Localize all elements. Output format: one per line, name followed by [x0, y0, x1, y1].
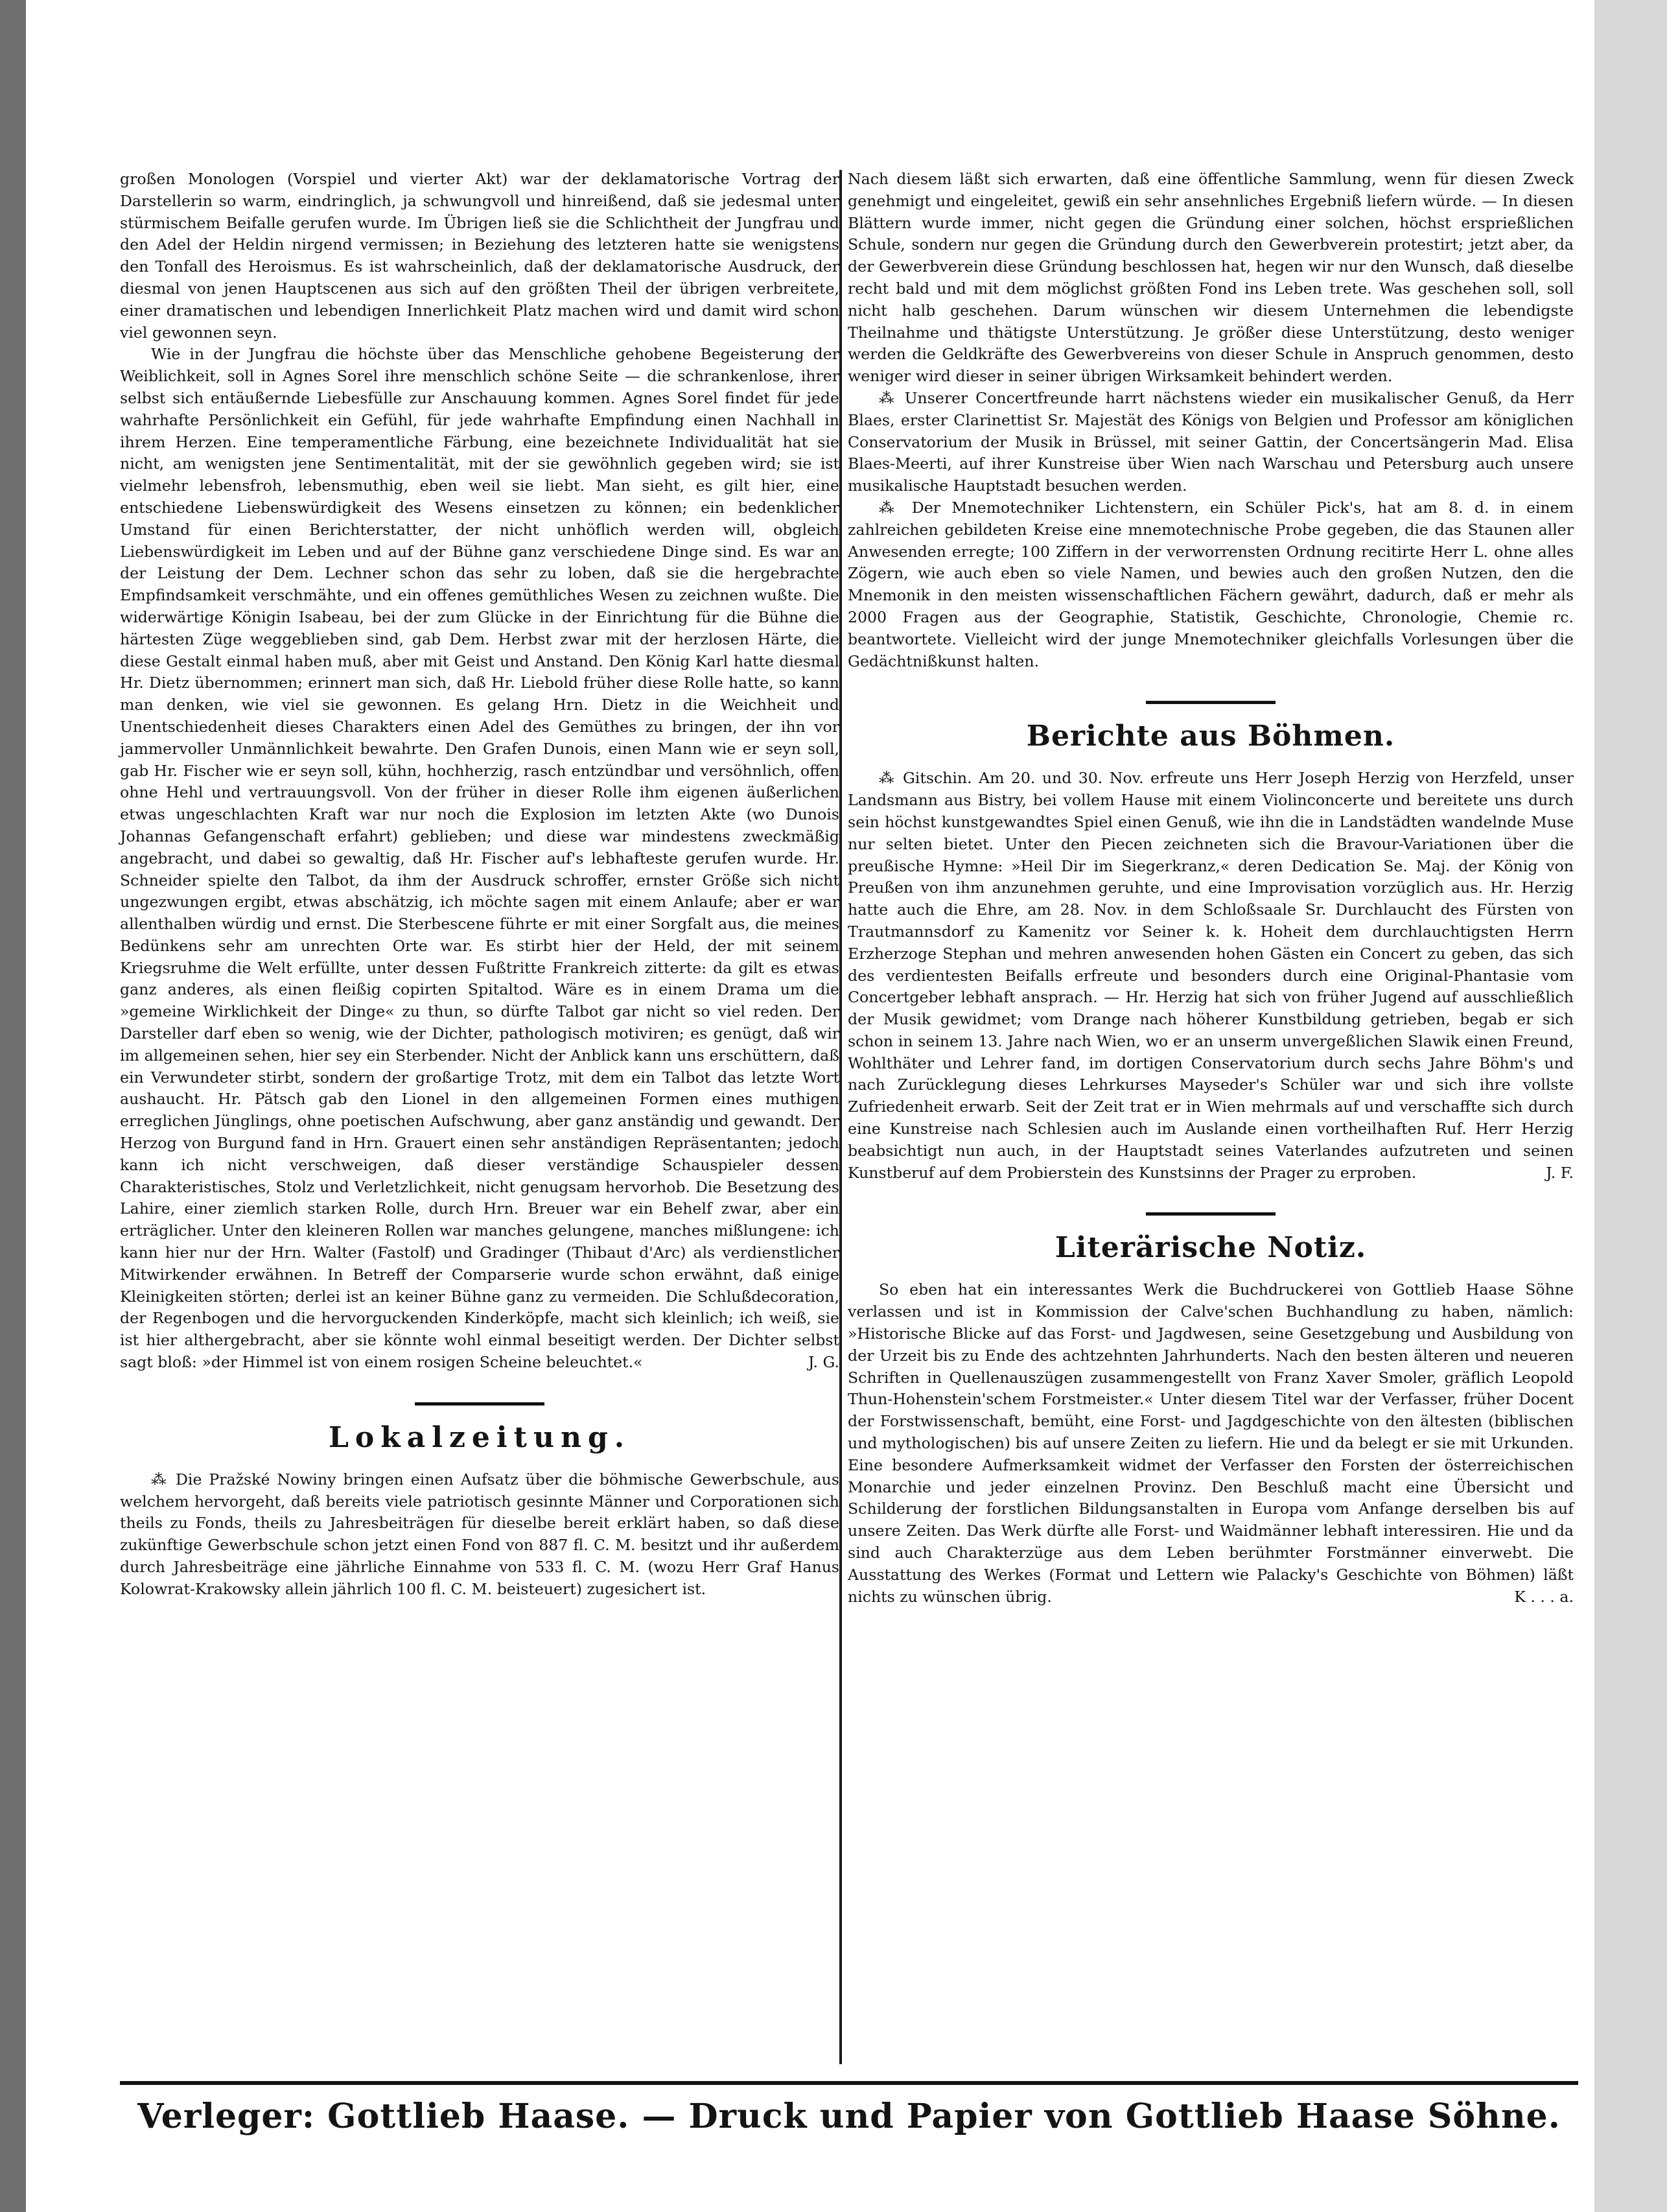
- publisher-imprint: Verleger: Gottlieb Haase. — Druck und Papier von Gottlieb Haase Söhne.: [137, 2097, 1561, 2136]
- mnemotechnik-notice: ⁂ Der Mnemotechniker Lichtenstern, ein Schüler Pick's, hat am 8. d. in einem zahlreichen gebildeten Kreise eine mnemotechnische Probe gegeben, die das Staunen aller Anwesenden erregte; 100 Ziffern in der verworrensten Ordnung recitirte Herr L. ohne alles Zögern, wie auch eben so viele Namen, und bewies auch den großen Nutzen, den die Mnemonik in den meisten wissenschaftlichen Fächern gewährt, dadurch, daß er mehr als 2000 Fragen aus der Geographie, Statistik, Geschichte, Chronologie, Chemie rc. beantwortete. Vielleicht wird der junge Mnemotechniker gleichfalls Vorlesungen über die Gedächtnißkunst halten.: [848, 498, 1574, 670]
- section-title-lokalzeitung: Lokalzeitung.: [328, 1420, 631, 1454]
- literary-notice-text: So eben hat ein interessantes Werk die Buchdruckerei von Gottlieb Haase Söhne verlassen und ist in Kommission der Calve'schen Buchhandlung zu haben, nämlich: »Historische Blicke auf das Forst- und Jagdwesen, seine Gesetzgebung und Ausbildung von der Urzeit bis zu Ende des achtzehnten Jahrhunderts. Nach den besten älteren und neueren Schriften in Quellenauszügen zusammengestellt von Franz Xaver Smoler, gräflich Leopold Thun-Hohenstein'schem Forstmeister.« Unter diesem Titel war der Verfasser, früher Docent der Forstwissenschaft, bemüht, eine Forst- und Jagdgeschichte von den ältesten (biblischen und mythologischen) bis auf unsere Zeiten zu liefern. Hie und da belegt er sie mit Urkunden. Eine besondere Aufmerksamkeit widmet der Verfasser den Forsten der österreichischen Monarchie und jeder einzelnen Provinz. Den Beschluß macht eine Übersicht und Schilderung der forstlichen Bildungsanstalten in Europa vom Anfange derselben bis auf unsere Zeiten. Das Werk dürfte alle Forst- und Waidmänner lebhaft interessiren. Hie und da sind auch Charakterzüge aus dem Leben berühmter Forstmänner einverwebt. Die Ausstattung des Werkes (Format und Lettern wie Palacky's Geschichte von Böhmen) läßt nichts zu wünschen übrig.: [848, 1280, 1574, 1606]
- bohemia-signature: J. F.: [1546, 1163, 1574, 1182]
- concert-notice: ⁂ Unserer Concertfreunde harrt nächstens wieder ein musikalischer Genuß, da Herr Blaes, erster Clarinettist Sr. Majestät des Königs von Belgien und Professor am königlichen Conservatorium der Musik in Brüssel, mit seiner Gattin, der Concertsängerin Mad. Elisa Blaes-Meerti, auf ihrer Kunstreise über Wien nach Warschau und Petersburg auch unsere musikalische Hauptstadt besuchen werden.: [848, 388, 1574, 495]
- section-divider: [1146, 701, 1276, 704]
- gewerbschule-continuation: Nach diesem läßt sich erwarten, daß eine öffentliche Sammlung, wenn für diesen Zweck genehmigt und eingeleitet, gewiß ein sehr ansehnliches Ergebniß liefern würde. — In diesen Blättern wurde immer, nicht gegen die Gründung einer solchen, höchst ersprießlichen Schule, sondern nur gegen die Gründung durch den Gewerbverein protestirt; jetzt aber, da der Gewerbverein diese Gründung beschlossen hat, hegen wir nur den Wunsch, daß dieselbe recht bald und mit dem möglichst größten Fond ins Leben trete. Was geschehen soll, soll nicht halb geschehen. Darum wünschen wir diesem Unternehmen die lebendigste Theilnahme und thätigste Unterstützung. Je größer diese Unterstützung, desto weniger werden die Geldkräfte des Gewerbvereins von dieser Schule in Anspruch genommen, desto weniger wird dieser in seiner übrigen Wirksamkeit behindert werden.: [848, 170, 1574, 386]
- literary-notice: [848, 1279, 1574, 1608]
- column-rule: [839, 170, 842, 2064]
- left-column: [120, 169, 839, 1601]
- section-divider: [415, 1402, 544, 1406]
- footer-rule: [120, 2081, 1578, 2085]
- right-column: [848, 169, 1574, 1608]
- gitschin-report: [848, 768, 1574, 1184]
- lokalzeitung-paragraph: ⁂ Die Pražské Nowiny bringen einen Aufsatz über die böhmische Gewerbschule, aus welchem hervorgeht, daß bereits viele patriotisch gesinnte Männer und Corporationen sich theils zu Fonds, theils zu Jahresbeiträgen für dieselbe bereit erklärt haben, so daß diese zukünftige Gewerbschule schon jetzt einen Fond von 887 fl. C. M. besitzt und ihr außerdem durch Jahresbeiträge eine jährliche Einnahme von 533 fl. C. M. (wozu Herr Graf Hanus Kolowrat-Krakowsky allein jährlich 100 fl. C. M. beisteuert) zugesichert ist.: [120, 1470, 839, 1598]
- gitschin-report-text: ⁂ Gitschin. Am 20. und 30. Nov. erfreute uns Herr Joseph Herzig von Herzfeld, unser Landsmann aus Bistry, bei vollem Hause mit einem Violinconcerte und bereitete uns durch sein höchst kunstgewandtes Spiel einen Genuß, wie ihn die in Landstädten wandelnde Muse nur selten bietet. Unter den Piecen zeichneten sich die Bravour-Variationen über die preußische Hymne: »Heil Dir im Siegerkranz,« deren Dedication Se. Maj. der König von Preußen von ihm anzunehmen geruhte, und eine Improvisation vorzüglich aus. Hr. Herzig hatte auch die Ehre, am 28. Nov. in dem Schloßsaale Sr. Durchlaucht des Fürsten von Trautmannsdorf zu Kamenitz vor Seiner k. k. Hoheit dem durchlauchtigsten Herrn Erzherzoge Stephan und mehren anwesenden hohen Gästen ein Concert zu geben, das sich des verdientesten Beifalls erfreute und besonders durch eine Original-Phantasie vom Concertgeber lebhaft ansprach. — Hr. Herzig hat sich von früher Jugend auf ausschließlich der Musik gewidmet; vom Drange nach höherer Kunstbildung getrieben, begab er sich schon in seinem 13. Jahre nach Wien, wo er an unserm unvergeßlichen Slawik einen Freund, Wohlthäter und Lehrer fand, im dortigen Conservatorium durch sechs Jahre Böhm's und nach Zurücklegung dieses Lehrkurses Mayseder's Schüler war und sich ihre vollste Zufriedenheit erwarb. Seit der Zeit trat er in Wien mehrmals auf und verschaffte sich durch eine Kunstreise nach Schlesien auch im Auslande einen vortheilhaften Ruf. Herr Herzig beabsichtigt nun auch, in der Hauptstadt seines Vaterlandes aufzutreten und seinen Kunstberuf auf dem Probierstein des Kunstsinns der Prager zu erproben.: [848, 769, 1574, 1182]
- section-divider: [1146, 1212, 1276, 1216]
- theater-review-paragraph-1: großen Monologen (Vorspiel und vierter Akt) war der deklamatorische Vortrag der Darstellerin so warm, eindringlich, ja schwungvoll und hinreißend, daß sie jedesmal unter stürmischem Beifalle gerufen wurde. Im Übrigen ließ sie die Schlichtheit der Jungfrau und den Adel der Heldin nirgend vermissen; in Beziehung des letzteren hatte sie wenigstens den Tonfall des Heroismus. Es ist wahrscheinlich, daß der deklamatorische Ausdruck, der diesmal von jenen Hauptscenen aus sich auf den größten Theil der übrigen verbreitete, einer dramatischen und lebendigen Innerlichkeit Platz machen wird und damit wird schon viel gewonnen seyn.: [120, 170, 839, 342]
- theater-review-paragraph-2: [120, 344, 839, 1373]
- section-title-bohemia: Berichte aus Böhmen.: [1026, 720, 1395, 753]
- newspaper-page: [26, 0, 1594, 2212]
- review-signature: J. G.: [808, 1353, 839, 1372]
- theater-review-text: Wie in der Jungfrau die höchste über das Menschliche gehobene Begeisterung der Weiblichkeit, soll in Agnes Sorel ihre menschlich schöne Seite — die schrankenlose, ihrer selbst sich entäußernde Liebesfülle zur Anschauung kommen. Agnes Sorel findet für jede wahrhafte Persönlichkeit ein Gefühl, für jede wahrhafte Empfindung einen Nachhall in ihrem Herzen. Eine temperamentliche Färbung, eine bezeichnete Individualität hat sie nicht, am wenigsten jene Sentimentalität, mit der sie gewöhnlich gegeben wird; sie ist vielmehr lebensfroh, lebensmuthig, eben weil sie liebt. Man sieht, es gilt hier, eine entschiedene Liebenswürdigkeit des Wesens einsetzen zu können; ein bedenklicher Umstand für einen Berichterstatter, der nicht unhöflich werden will, obgleich Liebenswürdigkeit im Leben und auf der Bühne ganz verschiedene Dinge sind. Es war an der Leistung der Dem. Lechner schon das sehr zu loben, daß sie die hergebrachte Empfindsamkeit verschmähte, und ein offenes gemüthliches Wesen zu zeichnen wußte. Die widerwärtige Königin Isabeau, bei der zum Glücke in der Einrichtung für die Bühne die härtesten Züge weggeblieben sind, gab Dem. Herbst zwar mit der herzlosen Härte, die diese Gestalt einmal haben muß, aber mit Geist und Anstand. Den König Karl hatte diesmal Hr. Dietz übernommen; erinnert man sich, daß Hr. Liebold früher diese Rolle hatte, so kann man denken, wie viel sie gewonnen. Es gelang Hrn. Dietz in die Weichheit und Unentschiedenheit dieses Charakters einen Adel des Gemüthes zu bringen, der ihn vor jammervoller Unmännlichkeit bewahrte. Den Grafen Dunois, einen Mann wie er seyn soll, gab Hr. Fischer wie er seyn soll, kühn, hochherzig, rasch entzündbar und versöhnlich, offen ohne Hehl und vertrauungsvoll. Von der früher in dieser Rolle ihm eigenen äußerlichen etwas ungeschlachten Kraft war nur noch die Explosion im letzten Akte (wo Dunois Johannas Gefangenschaft erfahrt) geblieben; und diese war mindestens zweckmäßig angebracht, und dabei so gewaltig, daß Hr. Fischer auf's lebhafteste gerufen wurde. Hr. Schneider spielte den Talbot, da ihm der Ausdruck schroffer, ernster Größe sich nicht ungezwungen ergibt, etwas abschätzig, ich möchte sagen mit einem Anlaufe; aber er war allenthalben würdig und ernst. Die Sterbescene führte er mit einer Sorgfalt aus, die meines Bedünkens sehr am unrechten Orte war. Es stirbt hier der Held, der mit seinem Kriegsruhme die Welt erfüllte, unter dessen Fußtritte Frankreich zitterte: da gilt es etwas ganz anderes, als einen fleißig copirten Spitaltod. Wäre es in einem Drama um die »gemeine Wirklichkeit der Dinge« zu thun, so dürfte Talbot gar nicht so viel reden. Der Darsteller darf eben so wenig, wie der Dichter, pathologisch motiviren; es genügt, daß wir im allgemeinen sehen, hier sey ein Sterbender. Nicht der Anblick kann uns erschüttern, daß ein Verwundeter stirbt, sondern der großartige Trotz, mit dem ein Talbot das letzte Wort aushaucht. Hr. Pätsch gab den Lionel in den allgemeinen Formen eines muthigen erreglichen Jünglings, ohne poetischen Aufschwung, aber ganz anständig und gewandt. Der Herzog von Burgund fand in Hrn. Grauert einen sehr anständigen Repräsentanten; jedoch kann ich nicht verschweigen, daß dieser verständige Schauspieler dessen Charakteristisches, Stolz und Verletzlichkeit, nicht genugsam hervorhob. Die Besetzung des Lahire, einer ziemlich starken Rolle, durch Hrn. Breuer war ein Behelf zwar, aber ein erträglicher. Unter den kleineren Rollen war manches gelungene, manches mißlungene: ich kann hier nur der Hrn. Walter (Fastolf) und Gradinger (Thibaut d'Arc) als verdienstlicher Mitwirkender erwähnen. In Betreff der Comparserie wurde schon erwähnt, daß einige Kleinigkeiten störten; derlei ist an keiner Bühne ganz zu vermeiden. Die Schlußdecoration, der Regenbogen und die hervorguckenden Kinderköpfe, macht sich kleinlich; ich weiß, sie ist hier althergebracht, aber sie könnte wohl einmal beseitigt werden. Der Dichter selbst sagt bloß: »der Himmel ist von einem rosigen Scheine beleuchtet.«: [120, 345, 839, 1372]
- literary-signature: K . . . a.: [1514, 1587, 1574, 1606]
- section-title-literary: Literärische Notiz.: [1055, 1231, 1367, 1265]
